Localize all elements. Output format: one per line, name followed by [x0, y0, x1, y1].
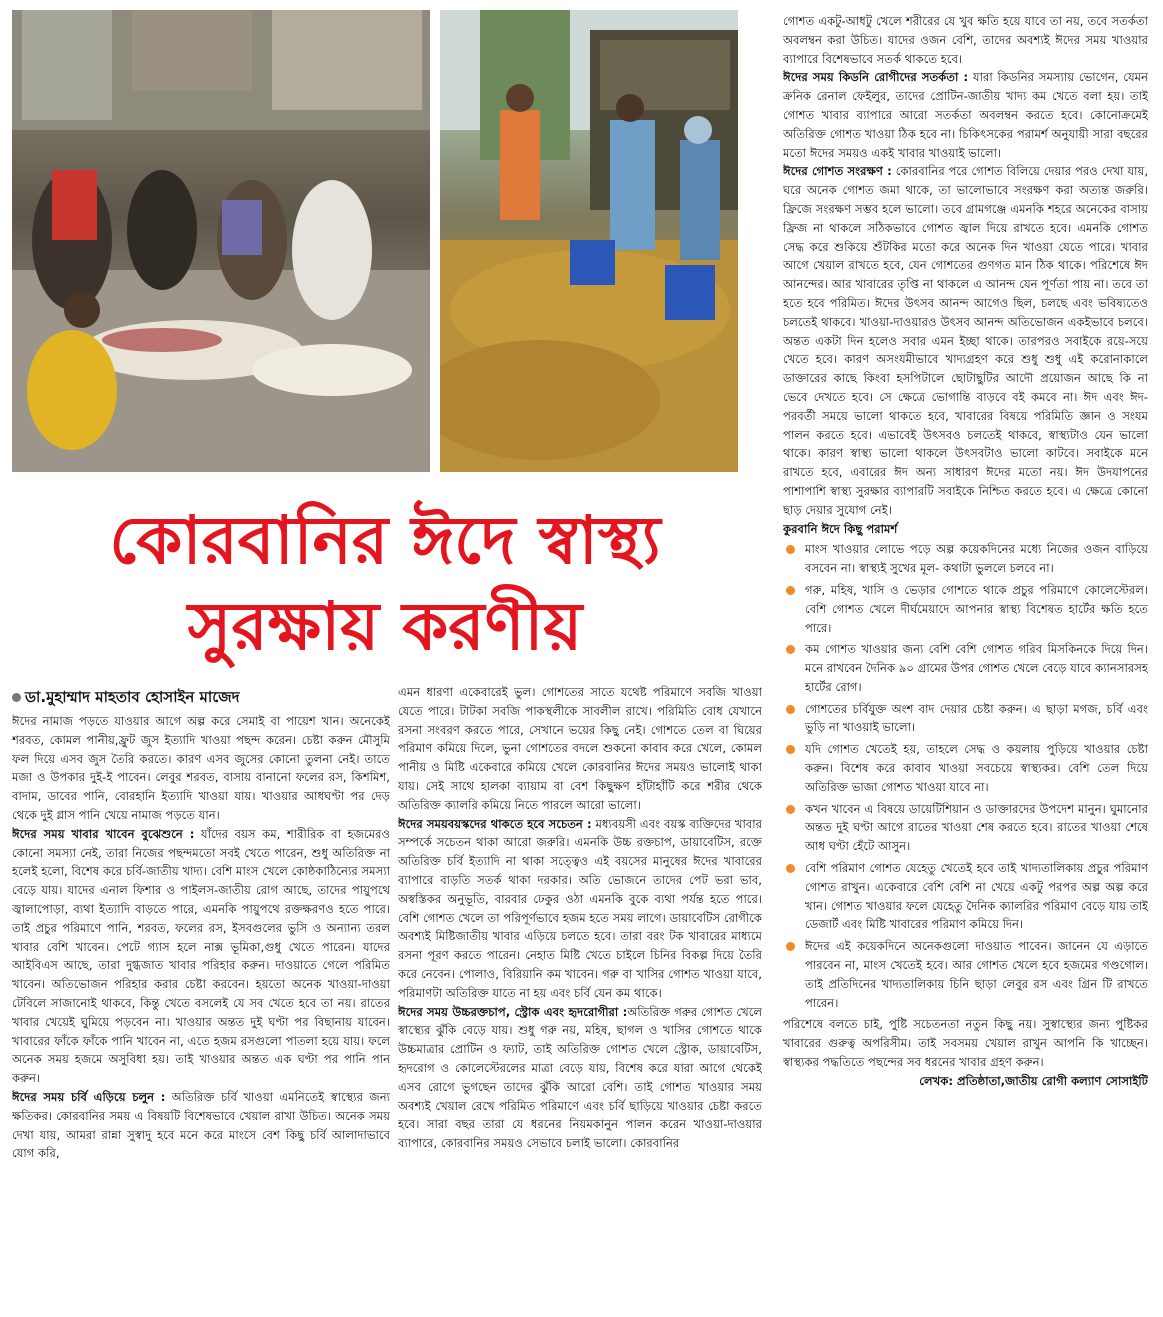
- author-name: ডা.মুহাম্মাদ মাহতাব হোসাইন মাজেদ: [25, 688, 240, 706]
- tip-item: কম গোশত খাওয়ার জন্য বেশি বেশি গোশত গরিব মিসকিনকে দিয়ে দিন। মনে রাখবেন দৈনিক ৯০ গ্রামের উপর গোশত খেলে বেড়ে যাবে ক্যানসারসহ হার্টের রোগ।: [783, 640, 1148, 696]
- bullet-dot-icon: [12, 693, 21, 702]
- tips-list: [783, 540, 1148, 1012]
- tip-item: গোশতের চর্বিযুক্ত অংশ বাদ দেয়ার চেষ্টা করুন। এ ছাড়া মগজ, চর্বি এবং ভুড়ি না খাওয়াই ভালো।: [783, 700, 1148, 738]
- paragraph: ঈদের নামাজ পড়তে যাওয়ার আগে অল্প করে সেমাই বা পায়েশ খান। অনেকেই শরবত, কোমল পানীয়,ফ্রুট জুস ইত্যাদি খাওয়া পছন্দ করেন। চেষ্টা করুন মৌসুমি ফল দিয়ে এসব জুস তৈরি করতে। কারণ এসব জুসের কোনো তুলনা নেই। তাতে মজা ও উপকার দুই-ই পাবেন। লেবুর শরবত, বাসায় বানানো ফলের রস, কিশমিশ, বাদাম, ডাবের পানি, বোরহানি ইত্যাদি খাওয়া যায়। খাওয়ার আধঘণ্টা পর দেড় থেকে দুই গ্লাস পানি খেয়ে নামাজ পড়তে যান।: [12, 714, 390, 822]
- byline: [12, 688, 392, 706]
- author-credit: লেখক: প্রতিষ্ঠাতা,জাতীয় রোগী কল্যাণ সোসাইটি: [919, 1073, 1148, 1088]
- article-column-3: [783, 12, 1148, 1310]
- paragraph: এমন ধারণা একেবারেই ভুল। গোশতের সাতে যথেষ্ট পরিমাণে সবজি খাওয়া যেতে পারে। টাটকা সবজি পাকস্থলীকে সাবলীল রাখে। পরিমিতি বোধ যেখানে রসনা সংবরণ করতে পারে, সেখানে ভয়ের কিছু নেই। গোশতে তেল বা ঘিয়ের পরিমাণ কমিয়ে দিলে, ভুনা গোশতের বদলে শুকনো কাবাব করে খেলে, কোমল পানীয় ও মিষ্টি একেবারে কমিয়ে খেলে কোরবানির ঈদের সময়ও ভালোই থাকা যায়। সেই সাথে হালকা ব্যায়াম বা বেশ কিছুক্ষণ হাঁটাহাঁটি করে শরীর থেকে অতিরিক্ত ক্যালরি কমিয়ে নিতে পারলে আরো ভালো।: [398, 685, 762, 812]
- paragraph: গোশত একটু-আধটু খেলে শরীরের যে খুব ক্ষতি হয়ে যাবে তা নয়, তবে সতর্কতা অবলম্বন করা উচিত। যাদের ওজন বেশি, তাদের অবশ্যই ঈদের সময় খাওয়ার ব্যাপারে বিশেষভাবে সতর্ক থাকতে হবে।: [783, 14, 1148, 66]
- article-column-2: [398, 683, 762, 1310]
- subheading: ঈদের সময় কিডনি রোগীদের সতর্কতা :: [783, 70, 969, 85]
- tips-heading: কুরবানি ঈদে কিছু পরামর্শ: [783, 521, 898, 536]
- paragraph: ঈদের সময় চর্বি এড়িয়ে চলুন : অতিরিক্ত চর্বি খাওয়া এমনিতেই স্বাস্থ্যের জন্য ক্ষতিকর। কোরবানির সময় এ বিষয়টি বিশেষভাবে খেয়াল রাখা উচিত। অনেক সময় দেখা যায়, আমরা রান্না সুস্বাদু হবে মনে করে মাংসে বেশ কিছু চর্বি আলাদাভাবে যোগ করি,: [12, 1089, 390, 1161]
- paragraph: ঈদের সময় খাবার খাবেন বুঝেশুনে : যাঁদের বয়স কম, শারীরিক বা হজমেরও কোনো সমস্যা নেই, তারা নিজের পছন্দমতো সবই খেতে পারেন, শুধু অতিরিক্ত না হলেই হলো, বিশেষ করে চর্বি-জাতীয় খাদ্য। বেশি মাংস খেলে কোষ্ঠকাঠিন্যের সমস্যা বেড়ে যায়। যাদের এনাল ফিশার ও পাইলস-জাতীয় রোগ আছে, তাদের পায়ুপথে জ্বালাপোড়া, ব্যথা ইত্যাদি বাড়তে পারে, এমনকি পায়ুপথে রক্তক্ষরণও হতে পারে। তাই প্রচুর পরিমাণে পানি, শরবত, ফলের রস, ইসবগুলের ভুসি ও অন্যান্য তরল খাবার বেশি খাবেন। পেটে গ্যাস হলে নাক্স ভূমিকা,গুধু খেতে পারেন। যাদের আইবিএস আছে, তারা দুগ্ধজাত খাবার পরিহার করুন। দাওয়াতে গেলে পরিমিত খাবেন। অতিভোজন পরিহার করার চেষ্টা করবেন। হয়তো অনেক খাওয়া-দাওয়া টেবিলে সাজানোই থাকবে, কিন্তু খেতে বসলেই যে সব খেতে হবে তা নয়। রাতের খাবার খেয়েই ঘুমিয়ে পড়বেন না। খাওয়ার অন্তত দুই ঘণ্টা পর বিছানায় যাবেন। খাবারের ফাঁকে ফাঁকে পানি খাবেন না, এতে হজম রসগুলো পাতলা হয়ে যায়। ফলে অনেক সময় হজমে অসুবিধা হয়। তাই খাওয়ার অন্তত এক ঘণ্টা পর পানি পান করুন।: [12, 826, 390, 1086]
- tip-item: মাংস খাওয়ার লোভে পড়ে অল্প কয়েকদিনের মধ্যে নিজের ওজন বাড়িয়ে বসবেন না। স্বাস্থ্যই সুখের মূল- কথাটা ভুললে চলবে না।: [783, 540, 1148, 578]
- tip-item: যদি গোশত খেতেই হয়, তাহলে সেদ্ধ ও কয়লায় পুড়িয়ে খাওয়ার চেষ্টা করুন। বিশেষ করে কাবাব খাওয়া সবচেয়ে স্বাস্থ্যকর। বেশি তেল দিয়ে অতিরিক্ত ভাজা গোশত খাওয়া যাবে না।: [783, 740, 1148, 796]
- article-column-1: [12, 712, 390, 1310]
- subheading: ঈদের সময় চর্বি এড়িয়ে চলুন :: [12, 1089, 166, 1104]
- slaughter-street-photo: [12, 10, 430, 472]
- tip-item: গরু, মহিষ, খাসি ও ভেড়ার গোশতে থাকে প্রচুর পরিমাণে কোলেস্টেরল। বেশি গোশত খেলে দীর্ঘমেয়াদে আপনার স্বাস্থ্য বিশেষত হার্টের ক্ষতি হতে পারে।: [783, 581, 1148, 637]
- paragraph: ঈদের সময়বয়স্কদের থাকতে হবে সচেতন : মধ্যবয়সী এবং বয়স্ক ব্যক্তিদের খাবার সম্পর্কে সচেতন থাকা আরো জরুরি। এমনকি উচ্চ রক্তচাপ, ডায়াবেটিস, রক্তে অতিরিক্ত চর্বি ইত্যাদি না থাকা সত্ত্বেও এই বয়সের মানুষের ঈদের খাবারের ব্যাপারে বাড়তি সতর্ক থাকা দরকার। অতি ভোজনে তাদের পেট ভরা ভাব, অস্বস্তিকর অনুভূতি, বারবার ঢেকুর ওঠা এমনকি বুকে ব্যথা পর্যন্ত হতে পারে। বেশি গোশত খেলে তা পরিপূর্ণভাবে হজম হতে সময় লাগে। ডায়াবেটিস রোগীকে অবশ্যই মিষ্টিজাতীয় খাবার এড়িয়ে চলতে হবে। তারা বরং টক খাবারের মাধ্যমে রসনা পূরণ করতে পারেন। নেহাত মিষ্টি খেতে চাইলে চিনির বিকল্প দিয়ে তৈরি করে নেবেন। পোলাও, বিরিয়ানি কম খাবেন। গরু বা খাসির গোশত খাওয়া যাবে, পরিমাণটা অতিরিক্ত যাতে না হয় এবং চর্বি যেন কম থাকে।: [398, 816, 762, 1000]
- headline-line-1: কোরবানির ঈদে স্বাস্থ্য: [109, 501, 661, 579]
- subheading: ঈদের গোশত সংরক্ষণ :: [783, 164, 892, 179]
- subheading: ঈদের সময়বয়স্কদের থাকতে হবে সচেতন :: [398, 816, 592, 831]
- closing-paragraph: পরিশেষে বলতে চাই, পুষ্টি সচেতনতা নতুন কিছু নয়। সুস্বাস্থ্যের জন্য পুষ্টিকর খাবারের গুরুত্ব অপরিসীম। তাই সবসময় খেয়াল রাখুন আপনি কি খাচ্ছেন। স্বাস্থ্যকর পদ্ধতিতে পছন্দের সব ধরনের খাবার গ্রহণ করুন।: [783, 1017, 1148, 1070]
- subheading: ঈদের সময় খাবার খাবেন বুঝেশুনে :: [12, 826, 195, 841]
- cleanup-workers-photo: [440, 10, 738, 472]
- paragraph: ঈদের গোশত সংরক্ষণ : কোরবানির পরে গোশত বিলিয়ে দেয়ার পরও দেখা যায়, ঘরে অনেক গোশত জমা থাকে, তা ভালোভাবে সংরক্ষণ করা অত্যন্ত জরুরি। ফ্রিজে সংরক্ষণ সম্ভব হলে ভালো। তবে গ্রামগঞ্জে এমনকি শহরে অনেকের বাসায় ফ্রিজ না থাকলে সঠিকভাবে গোশত জ্বাল দিয়ে রাখতে হবে। এমনকি গোশত সেদ্ধ করে শুকিয়ে শুঁটকির মতো করে অনেক দিন খাওয়া যেতে পারে। খাবার আগে খেয়াল রাখতে হবে, যেন গোশতের গুণগত মান ঠিক থাকে। পরিশেষে ঈদ আনন্দের। আর খাবারের তৃপ্তি না থাকলে এ আনন্দ যেন পূর্ণতা পায় না। তবে তা হতে হবে পরিমিত। ঈদের উৎসব আনন্দ আগেও ছিল, চলছে এবং ভবিষ্যতেও চলতেই থাকবে। খাওয়া-দাওয়ারও উৎসব আনন্দ অতিভোজন একইভাবে চলবে। অন্তত একটা দিন হলেও সবার এমন ইচ্ছা থাকে। তারপরও সবাইকে রয়ে-সয়ে খেতে হবে। কারণ অসংযমীভাবে খাদ্যগ্রহণ করে শুধু শুধু এই করোনাকালে ডাক্তারের কাছে কিংবা হসপিটালে ছোটাছুটির আদৌ প্রয়োজন আছে কি না ভেবে দেখতে হবে। সে ক্ষেত্রে ভোগান্তি বাড়বে বই কমবে না। ঈদ এবং ঈদ-পরবর্তী সময়ে ভালো থাকতে হবে, খাবারের বিষয়ে পরিমিতি জ্ঞান ও সংযম পালন করতে হবে। এভাবেই উৎসবও চলতেই থাকবে, স্বাস্থ্যটাও যেন ভালো থাকে। কারণ স্বাস্থ্য ভালো থাকলে উৎসবটাও ভালো কাটবে। সবাইকে মনে রাখতে হবে, এবারের ঈদ অন্য সাধারণ ঈদের মতো নয়। ঈদ উদযাপনের পাশাপাশি স্বাস্থ্য সুরক্ষার ব্যাপারটি সবাইকে নিশ্চিত করতে হবে। এ ক্ষেত্রে কোনো ছাড় দেয়ার সুযোগ নেই।: [783, 164, 1148, 517]
- paragraph: ঈদের সময় কিডনি রোগীদের সতর্কতা : যারা কিডনির সমস্যায় ভোগেন, যেমন ক্রনিক রেনাল ফেইলুর, তাদের প্রোটিন-জাতীয় খাদ্য কম খেতে বলা হয়। তাই গোশত খাবার ব্যাপারে আরো সতর্কতা অবলম্বন করতে হবে। কোনোক্রমেই অতিরিক্ত গোশত খাওয়া ঠিক হবে না। চিকিৎসকের পরামর্শ অনুযায়ী সারা বছরের মতো ঈদের সময়ও একই খাবার খাওয়াই ভালো।: [783, 70, 1148, 160]
- subheading: ঈদের সময় উচ্চরক্তচাপ, স্ট্রোক এবং হৃদরোগীরা :: [398, 1004, 628, 1019]
- paragraph: ঈদের সময় উচ্চরক্তচাপ, স্ট্রোক এবং হৃদরোগীরা :অতিরিক্ত গরুর গোশত খেলে স্বাস্থ্যের ঝুঁকি বেড়ে যায়। শুধু গরু নয়, মহিষ, ছাগল ও খাসির গোশতে থাকে উচ্চমাত্রার প্রোটিন ও ফ্যাট, তাই অতিরিক্ত গোশত খেলে স্ট্রোক, ডায়াবেটিস, হৃদরোগ ও কোলেস্টেরলের মাত্রা বেড়ে যায়, বিশেষ করে যারা আগে থেকেই এসব রোগে ভুগছেন তাদের ঝুঁকি আরো বেশি। তাই গোশত খাওয়ার সময় অবশ্যই খেয়াল রেখে পরিমিত পরিমাণে এবং চর্বি ছাড়িয়ে খাওয়ার চেষ্টা করতে হবে। সারা বছর তারা যে ধরনের নিয়মকানুন পালন করেন খাওয়া-দাওয়ার ব্যাপারে, কোরবানির সময়ও সেভাবে চলাই ভালো। কোরবানির: [398, 1004, 762, 1151]
- tip-item: কখন খাবেন এ বিষয়ে ডায়েটিশিয়ান ও ডাক্তারদের উপদেশ মানুন। ঘুমানোর অন্তত দুই ঘণ্টা আগে রাতের খাওয়া শেষ করতে হবে। রাতের খাওয়া শেষে আধ ঘণ্টা হেঁটে আসুন।: [783, 800, 1148, 856]
- tip-item: বেশি পরিমাণ গোশত যেহেতু খেতেই হবে তাই খাদ্যতালিকায় প্রচুর পরিমাণ গোশত রাখুন। একেবারে বেশি বেশি না খেয়ে একটু পরপর অল্প অল্প করে খান। গোশত খাওয়ার ফলে যেহেতু দৈনিক ক্যালরির পরিমাণ বেড়ে যায় তাই ডেজার্ট এবং মিষ্টি খাবারের পরিমাণ কমিয়ে দিন।: [783, 859, 1148, 934]
- tip-item: ঈদের এই কয়েকদিনে অনেকগুলো দাওয়াত পাবেন। জানেন যে এড়াতে পারবেন না, মাংস খেতেই হবে। আর গোশত খেলে হবে হজমের গণ্ডগোল। তাই প্রতিদিনের খাদ্যতালিকায় চিনি ছাড়া লেবুর রস এবং গ্রিন টি রাখতে পারেন।: [783, 937, 1148, 1012]
- headline-line-2: সুরক্ষায় করণীয়: [187, 587, 583, 665]
